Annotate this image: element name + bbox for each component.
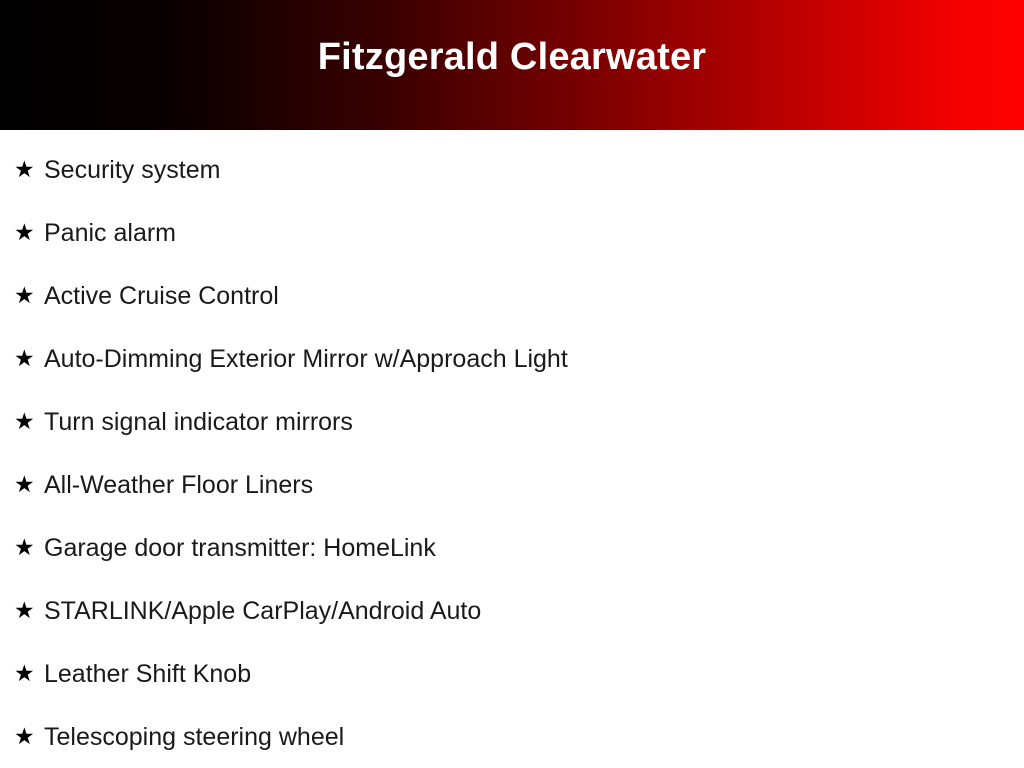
star-icon: ★ bbox=[14, 534, 35, 560]
list-item-label: Garage door transmitter: HomeLink bbox=[44, 533, 436, 562]
star-icon: ★ bbox=[14, 345, 35, 371]
feature-list bbox=[0, 138, 1024, 768]
list-item bbox=[0, 642, 1024, 705]
list-item bbox=[0, 516, 1024, 579]
list-item-label: Turn signal indicator mirrors bbox=[44, 407, 353, 436]
list-item-label: Panic alarm bbox=[44, 218, 176, 247]
list-item bbox=[0, 201, 1024, 264]
star-icon: ★ bbox=[14, 408, 35, 434]
list-item bbox=[0, 705, 1024, 768]
star-icon: ★ bbox=[14, 219, 35, 245]
page-title: Fitzgerald Clearwater bbox=[317, 35, 707, 78]
list-item bbox=[0, 264, 1024, 327]
star-icon: ★ bbox=[14, 597, 35, 623]
star-icon: ★ bbox=[14, 723, 35, 749]
list-item-label: Active Cruise Control bbox=[44, 281, 279, 310]
list-item-label: Telescoping steering wheel bbox=[44, 722, 345, 751]
list-item-label: All-Weather Floor Liners bbox=[44, 470, 314, 499]
list-item bbox=[0, 138, 1024, 201]
list-item bbox=[0, 453, 1024, 516]
star-icon: ★ bbox=[14, 156, 35, 182]
list-item-label: STARLINK/Apple CarPlay/Android Auto bbox=[44, 596, 482, 625]
star-icon: ★ bbox=[14, 660, 35, 686]
list-item bbox=[0, 390, 1024, 453]
star-icon: ★ bbox=[14, 471, 35, 497]
list-item bbox=[0, 327, 1024, 390]
star-icon: ★ bbox=[14, 282, 35, 308]
list-item bbox=[0, 579, 1024, 642]
list-item-label: Security system bbox=[44, 155, 221, 184]
list-item-label: Auto-Dimming Exterior Mirror w/Approach Light bbox=[44, 344, 568, 373]
list-item-label: Leather Shift Knob bbox=[44, 659, 252, 688]
